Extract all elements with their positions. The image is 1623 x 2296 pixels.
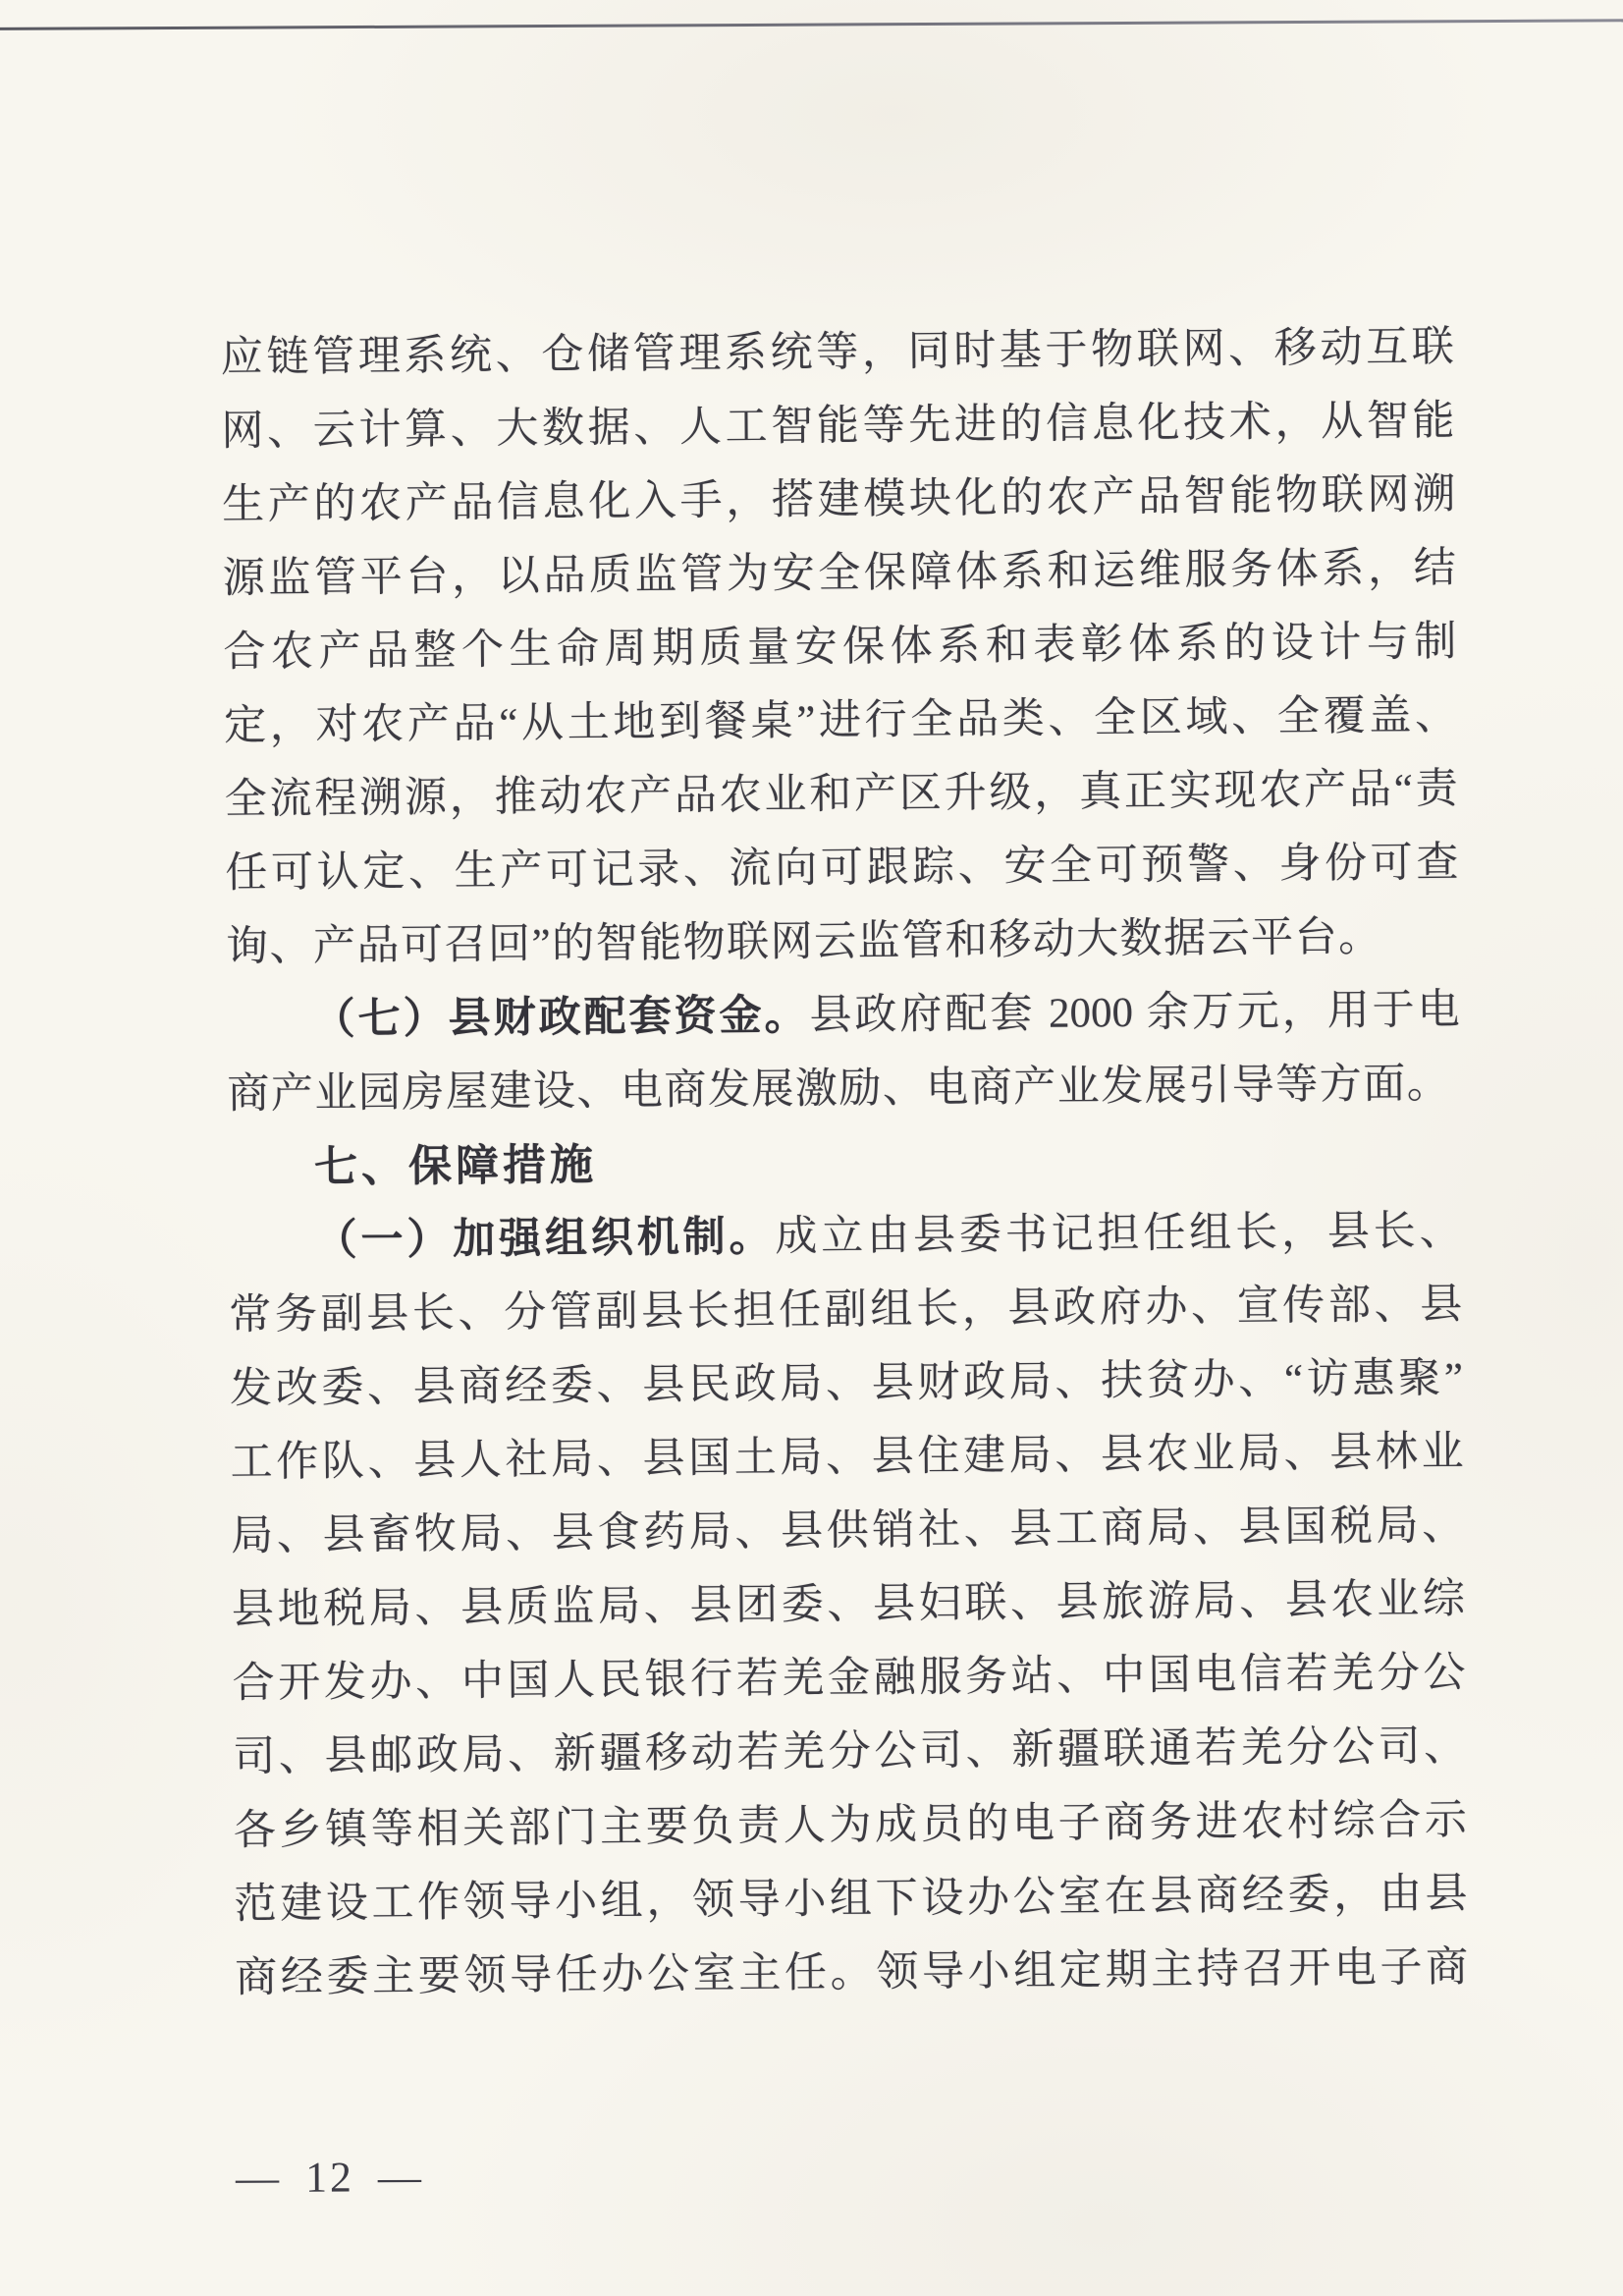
text-line	[223, 605, 1457, 689]
text-line	[229, 1268, 1463, 1352]
text-line	[234, 1857, 1468, 1941]
text-line	[227, 1047, 1461, 1131]
text-run: 网、云计算、大数据、人工智能等先进的信息化技术，从智能	[221, 398, 1455, 456]
bold-run: （七）县财政配套资金。	[312, 992, 810, 1044]
text-line	[222, 531, 1456, 616]
text-run: 询、产品可召回”的智能物联网云监管和移动大数据云平台。	[225, 913, 1382, 971]
text-line	[226, 900, 1460, 984]
text-run: 应链管理系统、仓储管理系统等，同时基于物联网、移动互联	[220, 324, 1454, 382]
text-run: 源监管平台，以品质监管为安全保障体系和运维服务体系，结	[222, 545, 1456, 603]
document-text	[220, 310, 1468, 2015]
text-run: 合开发办、中国人民银行若羌金融服务站、中国电信若羌分公	[232, 1650, 1466, 1707]
text-line	[222, 458, 1456, 542]
text-line	[220, 310, 1454, 395]
text-line	[232, 1562, 1466, 1647]
text-run: 合农产品整个生命周期质量安保体系和表彰体系的设计与制	[223, 619, 1457, 677]
footer-page-number: — 12 —	[235, 2153, 425, 2202]
page-footer	[236, 2152, 424, 2203]
text-run: 县政府配套 2000 余万元，用于电	[809, 987, 1460, 1039]
text-line	[226, 973, 1460, 1058]
text-line	[232, 1636, 1466, 1721]
text-run: 商经委主要领导任办公室主任。领导小组定期主持召开电子商	[234, 1944, 1469, 2001]
text-line	[228, 1194, 1462, 1279]
text-run: 工作队、县人社局、县国土局、县住建局、县农业局、县林业	[230, 1429, 1464, 1486]
text-line	[235, 1931, 1469, 2015]
text-run: 成立由县委书记担任组长，县长、	[775, 1208, 1462, 1261]
scan-edge-line	[0, 19, 1623, 30]
text-run: 发改委、县商经委、县民政局、县财政局、扶贫办、“访惠聚”	[229, 1355, 1464, 1412]
text-line	[230, 1341, 1464, 1426]
text-run: 全流程溯源，推动农产品农业和产区升级，真正实现农产品“责	[224, 766, 1458, 824]
section-heading	[228, 1121, 1462, 1205]
text-line	[225, 826, 1459, 910]
text-run: 局、县畜牧局、县食药局、县供销社、县工商局、县国税局、	[231, 1503, 1465, 1559]
text-line	[231, 1489, 1465, 1573]
text-run: 常务副县长、分管副县长担任副组长，县政府办、宣传部、县	[229, 1282, 1463, 1339]
text-line	[224, 679, 1458, 763]
text-run: 司、县邮政局、新疆移动若羌分公司、新疆联通若羌分公司、	[233, 1723, 1467, 1780]
text-run: 任可认定、生产可记录、流向可跟踪、安全可预警、身份可查	[225, 840, 1459, 898]
text-line	[224, 752, 1458, 837]
text-line	[233, 1710, 1467, 1794]
text-run: 各乡镇等相关部门主要负责人为成员的电子商务进农村综合示	[233, 1797, 1468, 1854]
bold-run: 七、保障措施	[313, 1140, 598, 1192]
text-run: 商产业园房屋建设、电商发展激励、电商产业发展引导等方面。	[227, 1061, 1451, 1119]
text-run: 县地税局、县质监局、县团委、县妇联、县旅游局、县农业综	[231, 1576, 1466, 1633]
bold-run: （一）加强组织机制。	[314, 1214, 776, 1265]
text-run: 定，对农产品“从土地到餐桌”进行全品类、全区域、全覆盖、	[223, 692, 1458, 750]
text-line	[221, 384, 1455, 468]
text-run: 范建设工作领导小组，领导小组下设办公室在县商经委，由县	[234, 1871, 1468, 1928]
text-line	[230, 1415, 1464, 1500]
text-run: 生产的农产品信息化入手，搭建模块化的农产品智能物联网溯	[221, 471, 1456, 529]
text-line	[234, 1783, 1468, 1868]
